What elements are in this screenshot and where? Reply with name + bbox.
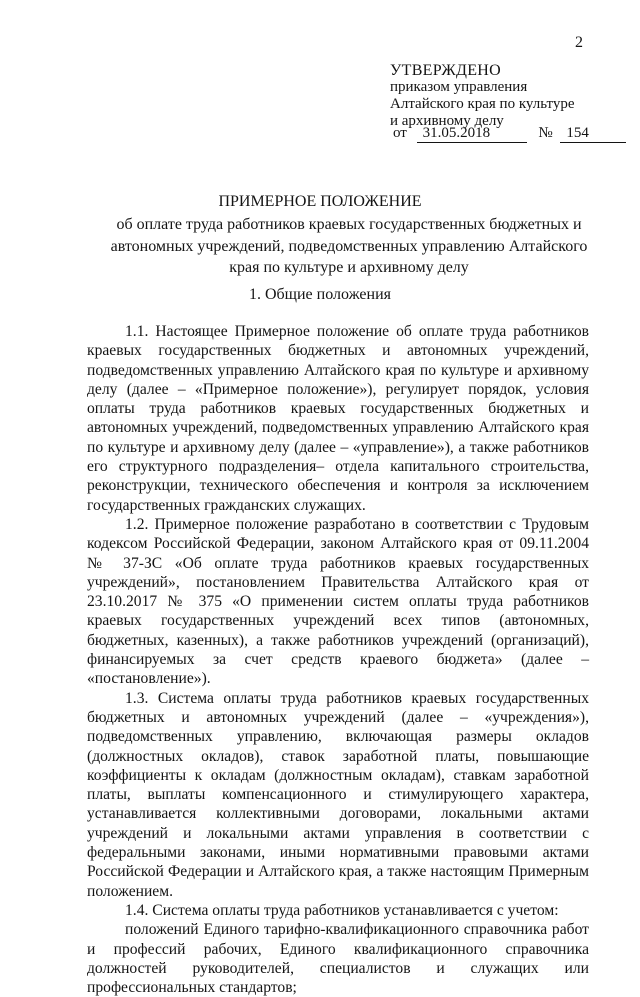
order-number: 154 [560,124,626,143]
paragraph-1-2: 1.2. Примерное положение разработано в соответствии с Трудовым кодексом Российской Федерации, законом Алтайского края от 09.11.2004 № 37-ЗС «Об оплате труда работников краевых государственных учреждений», постановлением Правительства Алтайского края от 23.10.2017 № 375 «О применении систем оплаты труда работников краевых государственных учреждений всех типов (автономных, бюджетных, казенных), а также работников учреждений (организаций), финансируемых за счет средств краевого бюджета» (далее – «постановление»). [87,515,589,688]
paragraph-1-1: 1.1. Настоящее Примерное положение об оплате труда работников краевых государственных бюджетных и автономных учреждений, подведомственных управлению Алтайского края по культуре и архивному делу (далее – «Примерное положение»), регулирует порядок, условия оплаты труда работников краевых государственных бюджетных и автономных учреждений, подведомственных управлению Алтайского края по культуре и архивному делу (далее – «управление»), а также работников его структурного подразделения– отдела капитального строительства, реконструкции, технического обеспечения и контроля за исключением государственных гражданских служащих. [87,323,589,514]
approval-line: приказом управления [390,79,528,95]
page-number: 2 [575,34,583,51]
section-heading: 1. Общие положения [248,286,392,303]
date-prefix: от [393,125,407,141]
order-reference [393,124,626,143]
paragraph-1-4: 1.4. Система оплаты труда работников устанавливается с учетом: [125,901,559,919]
approval-stamp [390,62,575,130]
document-body [87,322,589,997]
number-prefix: № [538,125,553,141]
approval-heading: УТВЕРЖДЕНО [390,62,502,79]
document-subtitle: об оплате труда работников краевых государственных бюджетных и автономных учреждений, подведомственных управлению Алтайского края по культуре и архивному делу [110,216,588,276]
document-title: ПРИМЕРНОЕ ПОЛОЖЕНИЕ [218,193,422,210]
order-date: 31.05.2018 [417,124,527,143]
paragraph-1-3: 1.3. Система оплаты труда работников краевых государственных бюджетных и автономных учреждений (далее – «учреждения»), подведомственных управлению, включающая размеры окладов (должностных окладов), ставок заработной платы, повышающие коэффициенты к окладам (должностным окладам), ставкам заработной платы, выплаты компенсационного и стимулирующего характера, устанавливается коллективными договорами, локальными актами учреждений и локальными актами управления в соответствии с федеральными законами, иными нормативными правовыми актами Российской Федерации и Алтайского края, а также настоящим Примерным положением. [87,689,589,900]
paragraph-1-4-item: положений Единого тарифно-квалификационного справочника работ и профессий рабочих, Единого квалификационного справочника должностей руководителей, специалистов и служащих или профессиональных стандартов; [87,921,589,997]
approval-line: Алтайского края по культуре [390,96,575,112]
approval-line: и архивному делу [390,113,504,129]
